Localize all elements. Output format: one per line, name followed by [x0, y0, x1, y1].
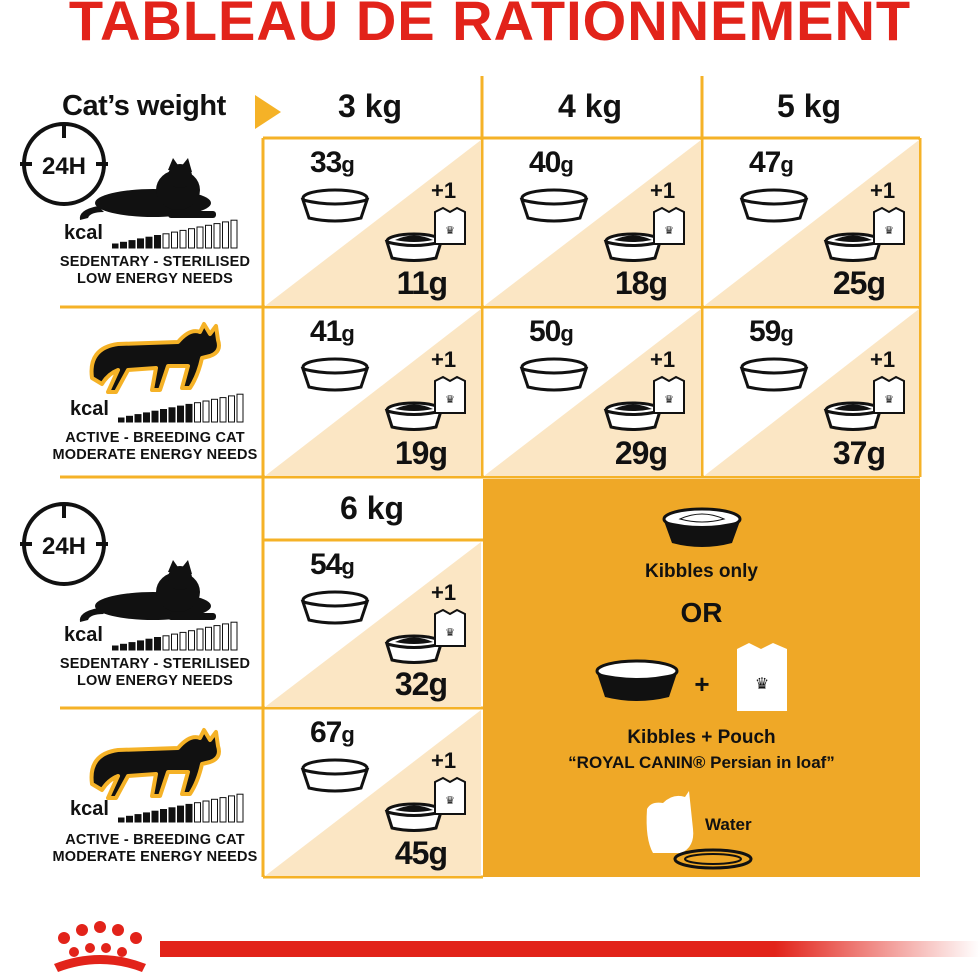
dry-grams-value: 50 — [529, 315, 561, 348]
plus-one-pouch: +1 — [431, 580, 457, 605]
plus-one-pouch: +1 — [650, 347, 676, 372]
kcal-level-bars — [118, 792, 253, 824]
kcal-bar — [212, 399, 218, 422]
dry-grams-value: 47 — [749, 146, 781, 179]
profile-line2: MODERATE ENERGY NEEDS — [52, 447, 258, 463]
gram-unit: g — [780, 321, 793, 346]
kcal-bar — [172, 232, 178, 248]
gram-unit: g — [560, 321, 573, 346]
lying-cat-icon — [80, 560, 216, 622]
kcal-bar — [214, 626, 220, 650]
dry-grams-value: 59 — [749, 315, 781, 348]
kcal-bar — [180, 230, 186, 248]
plus-one-pouch: +1 — [431, 178, 457, 203]
kcal-bar — [129, 643, 135, 650]
kibble-bowl-icon — [299, 758, 371, 794]
kibble-bowl-icon — [738, 188, 810, 224]
dry-grams — [310, 146, 354, 180]
profile-label-active — [50, 832, 260, 866]
ration-cell — [265, 140, 481, 306]
profile-label-sedentary — [50, 656, 260, 690]
pouch-icon — [433, 608, 467, 648]
kcal-bar — [121, 242, 127, 248]
svg-text:♛: ♛ — [445, 225, 455, 237]
kcal-bar — [180, 632, 186, 650]
kcal-bar — [127, 816, 133, 822]
profile-line1: ACTIVE - BREEDING CAT — [65, 430, 245, 446]
kcal-bar — [169, 408, 175, 422]
kcal-level-bars — [112, 620, 247, 652]
kcal-bar — [212, 799, 218, 822]
kcal-bar — [195, 803, 201, 822]
gram-unit: g — [780, 152, 793, 177]
wet-grams: 32g — [394, 666, 447, 702]
kcal-level-bars — [118, 392, 253, 424]
kcal-bar — [161, 410, 167, 423]
kcal-bar — [138, 641, 144, 650]
dry-grams — [310, 716, 354, 750]
kcal-bar — [121, 644, 127, 650]
dry-grams-value: 54 — [310, 548, 342, 581]
wet-grams: 45g — [394, 835, 447, 871]
svg-text:♛: ♛ — [754, 676, 770, 693]
kcal-bar — [214, 224, 220, 248]
svg-text:♛: ♛ — [445, 394, 455, 406]
plus-one-pouch: +1 — [431, 748, 457, 773]
pouch-icon — [652, 206, 686, 246]
kcal-bar — [229, 396, 235, 422]
dry-grams — [310, 315, 354, 349]
kibble-bowl-icon — [299, 590, 371, 626]
wet-grams: 37g — [832, 435, 885, 471]
kcal-bar — [135, 415, 141, 422]
dry-grams-value: 33 — [310, 146, 342, 179]
ration-cell — [704, 309, 919, 476]
kcal-bar — [146, 639, 152, 650]
kcal-bar — [203, 801, 209, 822]
ration-cell — [265, 710, 481, 876]
pouch-icon — [733, 641, 791, 713]
dry-grams — [310, 548, 354, 582]
water-label: Water — [705, 815, 752, 834]
gram-unit: g — [341, 554, 354, 579]
ration-cell — [484, 140, 701, 306]
svg-text:♛: ♛ — [884, 394, 894, 406]
kibble-bowl-icon — [299, 357, 371, 393]
kcal-bar — [178, 406, 184, 422]
kcal-bar — [129, 241, 135, 248]
ration-cell — [704, 140, 919, 306]
dry-grams-value: 67 — [310, 716, 342, 749]
kcal-bar — [118, 418, 124, 422]
profile-line2: LOW ENERGY NEEDS — [76, 271, 233, 287]
sedentary-cat-illustration — [18, 118, 248, 228]
svg-text:♛: ♛ — [884, 225, 894, 237]
wet-grams: 25g — [832, 265, 885, 301]
kcal-label-sedentary: kcal — [64, 624, 103, 646]
weight-header-6kg: 6 kg — [340, 490, 405, 526]
kcal-bar — [231, 220, 237, 248]
pouch-icon — [872, 206, 906, 246]
profile-label-sedentary — [50, 254, 260, 288]
kcal-bar — [144, 413, 150, 422]
plus-one-pouch: +1 — [431, 347, 457, 372]
pouch-icon — [433, 375, 467, 415]
kcal-bar — [112, 244, 118, 248]
kcal-bar — [172, 634, 178, 650]
gram-unit: g — [341, 321, 354, 346]
svg-text:♛: ♛ — [664, 225, 674, 237]
kcal-bar — [118, 818, 124, 822]
dry-grams — [529, 315, 573, 349]
kcal-level-bars — [112, 218, 247, 250]
kcal-bar — [169, 808, 175, 822]
kcal-bar — [206, 627, 212, 650]
plus-one-pouch: +1 — [870, 347, 896, 372]
gram-unit: g — [341, 722, 354, 747]
kcal-bar — [237, 794, 243, 822]
pouch-icon — [872, 375, 906, 415]
pouch-icon — [433, 206, 467, 246]
profile-line1: SEDENTARY - STERILISED — [59, 656, 251, 672]
svg-text:♛: ♛ — [664, 394, 674, 406]
kcal-bar — [161, 810, 167, 823]
weight-header-4kg: 4 kg — [558, 88, 623, 124]
weight-header-3kg: 3 kg — [338, 88, 403, 124]
or-label: OR — [680, 597, 723, 628]
legend-panel — [483, 479, 920, 877]
kcal-bar — [189, 631, 195, 650]
kcal-label-active: kcal — [70, 798, 109, 820]
kcal-bar — [135, 815, 141, 822]
kcal-bar — [186, 804, 192, 822]
dry-grams-value: 41 — [310, 315, 342, 348]
kcal-bar — [155, 236, 161, 249]
kcal-label-active: kcal — [70, 398, 109, 420]
kibble-bowl-icon — [738, 357, 810, 393]
clock-label: 24H — [41, 533, 87, 560]
kcal-bar — [144, 813, 150, 822]
gram-unit: g — [560, 152, 573, 177]
plus-one-pouch: +1 — [870, 178, 896, 203]
kibble-bowl-icon — [658, 507, 746, 551]
cats-weight-label: Cat’s weight — [62, 90, 226, 122]
kcal-bar — [195, 403, 201, 422]
kcal-bar — [112, 646, 118, 650]
wet-grams: 11g — [396, 265, 447, 301]
kcal-label-sedentary: kcal — [64, 222, 103, 244]
kibbles-only-label: Kibbles only — [645, 561, 758, 582]
plus-label: + — [694, 669, 710, 699]
kcal-bar — [203, 401, 209, 422]
arrow-right-icon — [255, 95, 281, 129]
kcal-bar — [152, 811, 158, 822]
svg-text:♛: ♛ — [445, 627, 455, 639]
page-title: TABLEAU DE RATIONNEMENT — [68, 0, 912, 52]
kcal-bar — [138, 239, 144, 248]
kcal-bar — [220, 798, 226, 822]
plus-one-pouch: +1 — [650, 178, 676, 203]
pouch-icon — [433, 776, 467, 816]
profile-line2: MODERATE ENERGY NEEDS — [52, 849, 258, 865]
kcal-bar — [197, 629, 203, 650]
svg-text:♛: ♛ — [445, 795, 455, 807]
ration-cell — [265, 309, 481, 476]
profile-line2: LOW ENERGY NEEDS — [76, 673, 233, 689]
profile-line1: SEDENTARY - STERILISED — [59, 254, 251, 270]
weight-header-5kg: 5 kg — [777, 88, 842, 124]
clock-label: 24H — [41, 153, 87, 180]
kcal-bar — [197, 227, 203, 248]
kcal-bar — [223, 624, 229, 650]
kcal-bar — [127, 416, 133, 422]
dry-grams-value: 40 — [529, 146, 561, 179]
sedentary-cat-illustration — [18, 498, 248, 628]
kcal-bar — [237, 394, 243, 422]
product-label: “ROYAL CANIN® Persian in loaf” — [568, 753, 835, 772]
kibble-bowl-icon — [518, 357, 590, 393]
kcal-bar — [178, 806, 184, 822]
kcal-bar — [189, 229, 195, 248]
walking-cat-icon — [78, 318, 228, 398]
ration-cell — [265, 542, 481, 707]
dry-grams — [529, 146, 573, 180]
kcal-bar — [229, 796, 235, 822]
kcal-bar — [155, 638, 161, 651]
kcal-bar — [146, 237, 152, 248]
kcal-bar — [223, 222, 229, 248]
kibble-bowl-icon — [591, 659, 683, 705]
profile-line1: ACTIVE - BREEDING CAT — [65, 832, 245, 848]
kcal-bar — [231, 622, 237, 650]
kibbles-pouch-label: Kibbles + Pouch — [627, 727, 776, 748]
wet-grams: 29g — [614, 435, 667, 471]
dry-grams — [749, 146, 793, 180]
wet-grams: 18g — [614, 265, 667, 301]
pouch-icon — [652, 375, 686, 415]
dry-grams — [749, 315, 793, 349]
ration-cell — [484, 309, 701, 476]
wet-grams: 19g — [394, 435, 447, 471]
clock-24h-icon — [20, 504, 108, 584]
profile-label-active — [50, 430, 260, 464]
footer-bar — [160, 941, 980, 957]
kcal-bar — [152, 411, 158, 422]
kcal-bar — [186, 404, 192, 422]
clock-24h-icon — [20, 124, 108, 204]
gram-unit: g — [341, 152, 354, 177]
kibble-bowl-icon — [299, 188, 371, 224]
kibble-bowl-icon — [518, 188, 590, 224]
kcal-bar — [220, 398, 226, 422]
royal-canin-crown-logo — [44, 916, 154, 974]
kcal-bar — [206, 225, 212, 248]
kcal-bar — [163, 234, 169, 248]
kcal-bar — [163, 636, 169, 650]
